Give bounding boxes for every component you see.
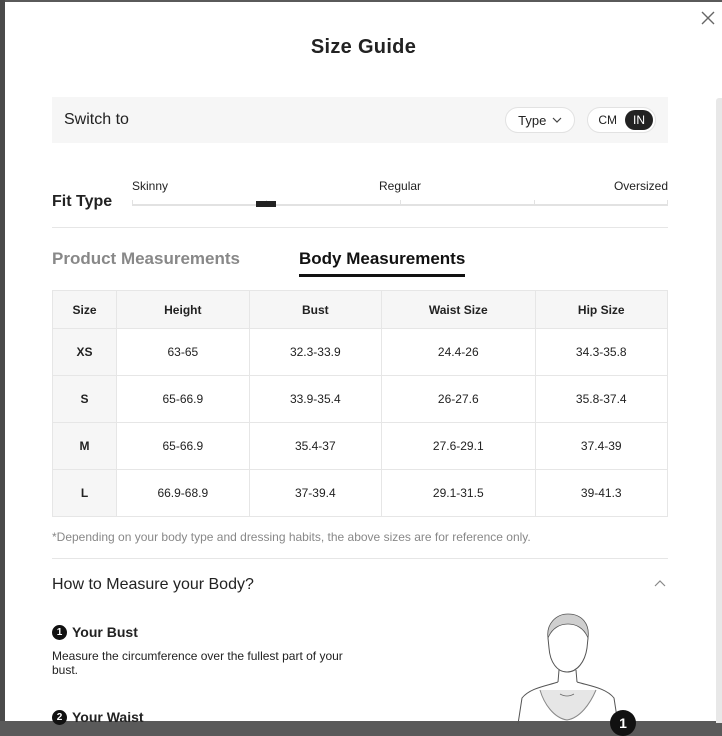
fit-divider [132, 200, 133, 206]
unit-toggle[interactable] [587, 107, 656, 133]
table-cell: 66.9-68.9 [117, 470, 249, 517]
fit-divider [534, 200, 535, 206]
table-header: Hip Size [535, 291, 668, 329]
type-select[interactable] [505, 107, 575, 133]
fit-scale-skinny: Skinny [132, 179, 169, 193]
fit-scale-oversized: Oversized [613, 179, 668, 193]
tab-body-measurements[interactable]: Body Measurements [299, 249, 465, 277]
table-cell: 39-41.3 [535, 470, 668, 517]
table-row [53, 376, 668, 423]
table-cell: 37-39.4 [249, 470, 381, 517]
unit-option-cm[interactable]: CM [598, 113, 617, 127]
illustration-number-badge: 1 [610, 710, 636, 736]
tab-product-measurements[interactable]: Product Measurements [52, 249, 240, 268]
unit-option-in[interactable]: IN [625, 110, 653, 130]
close-icon [701, 11, 715, 25]
measure-item-title: Your Waist [72, 709, 144, 725]
modal-title: Size Guide [310, 36, 417, 58]
table-cell: 35.4-37 [249, 423, 381, 470]
number-badge: 1 [52, 625, 67, 640]
table-cell: 29.1-31.5 [382, 470, 535, 517]
type-select-value: Type [518, 112, 547, 128]
divider [52, 558, 668, 559]
body-figure-icon [510, 614, 640, 724]
table-row [53, 329, 668, 376]
table-header: Size [53, 291, 117, 329]
fit-type-scale [132, 178, 668, 218]
divider [52, 227, 668, 228]
size-cell: L [53, 470, 117, 517]
measurement-tabs [52, 249, 668, 279]
table-header: Waist Size [382, 291, 535, 329]
measure-item-title: Your Bust [72, 624, 138, 640]
size-cell: S [53, 376, 117, 423]
fit-scale-regular: Regular [379, 179, 422, 193]
table-cell: 24.4-26 [382, 329, 535, 376]
table-cell: 63-65 [117, 329, 249, 376]
chevron-up-icon[interactable] [654, 580, 666, 587]
fit-divider [667, 200, 668, 206]
fit-type-row [52, 178, 668, 218]
close-button[interactable] [698, 8, 718, 28]
measure-item-description: Measure the circumference over the fullest part of your bust. [52, 649, 343, 677]
size-guide-modal [5, 2, 722, 731]
measure-item-waist [52, 709, 372, 725]
fit-type-label: Fit Type [52, 193, 113, 210]
table-cell: 65-66.9 [117, 423, 249, 470]
table-cell: 65-66.9 [117, 376, 249, 423]
table-header: Height [117, 291, 249, 329]
table-cell: 37.4-39 [535, 423, 668, 470]
table-cell: 34.3-35.8 [535, 329, 668, 376]
body-measure-illustration [510, 614, 640, 731]
measure-item-bust [52, 624, 372, 677]
how-to-measure-header[interactable] [52, 576, 668, 600]
table-cell: 27.6-29.1 [382, 423, 535, 470]
size-table [52, 290, 668, 517]
size-cell: M [53, 423, 117, 470]
unit-switch-bar [52, 97, 668, 143]
table-cell: 32.3-33.9 [249, 329, 381, 376]
table-cell: 35.8-37.4 [535, 376, 668, 423]
fit-divider [400, 200, 401, 206]
table-cell: 26-27.6 [382, 376, 535, 423]
table-row [53, 423, 668, 470]
modal-scrollbar[interactable] [716, 98, 722, 723]
table-header: Bust [249, 291, 381, 329]
size-cell: XS [53, 329, 117, 376]
table-row [53, 470, 668, 517]
switch-label: Switch to [64, 111, 129, 128]
how-to-measure-title: How to Measure your Body? [52, 576, 254, 593]
number-badge: 2 [52, 710, 67, 725]
chevron-down-icon [552, 117, 562, 123]
reference-note: *Depending on your body type and dressing habits, the above sizes are for reference only. [52, 530, 531, 544]
fit-marker [256, 201, 276, 207]
table-cell: 33.9-35.4 [249, 376, 381, 423]
table-header-row [53, 291, 668, 329]
